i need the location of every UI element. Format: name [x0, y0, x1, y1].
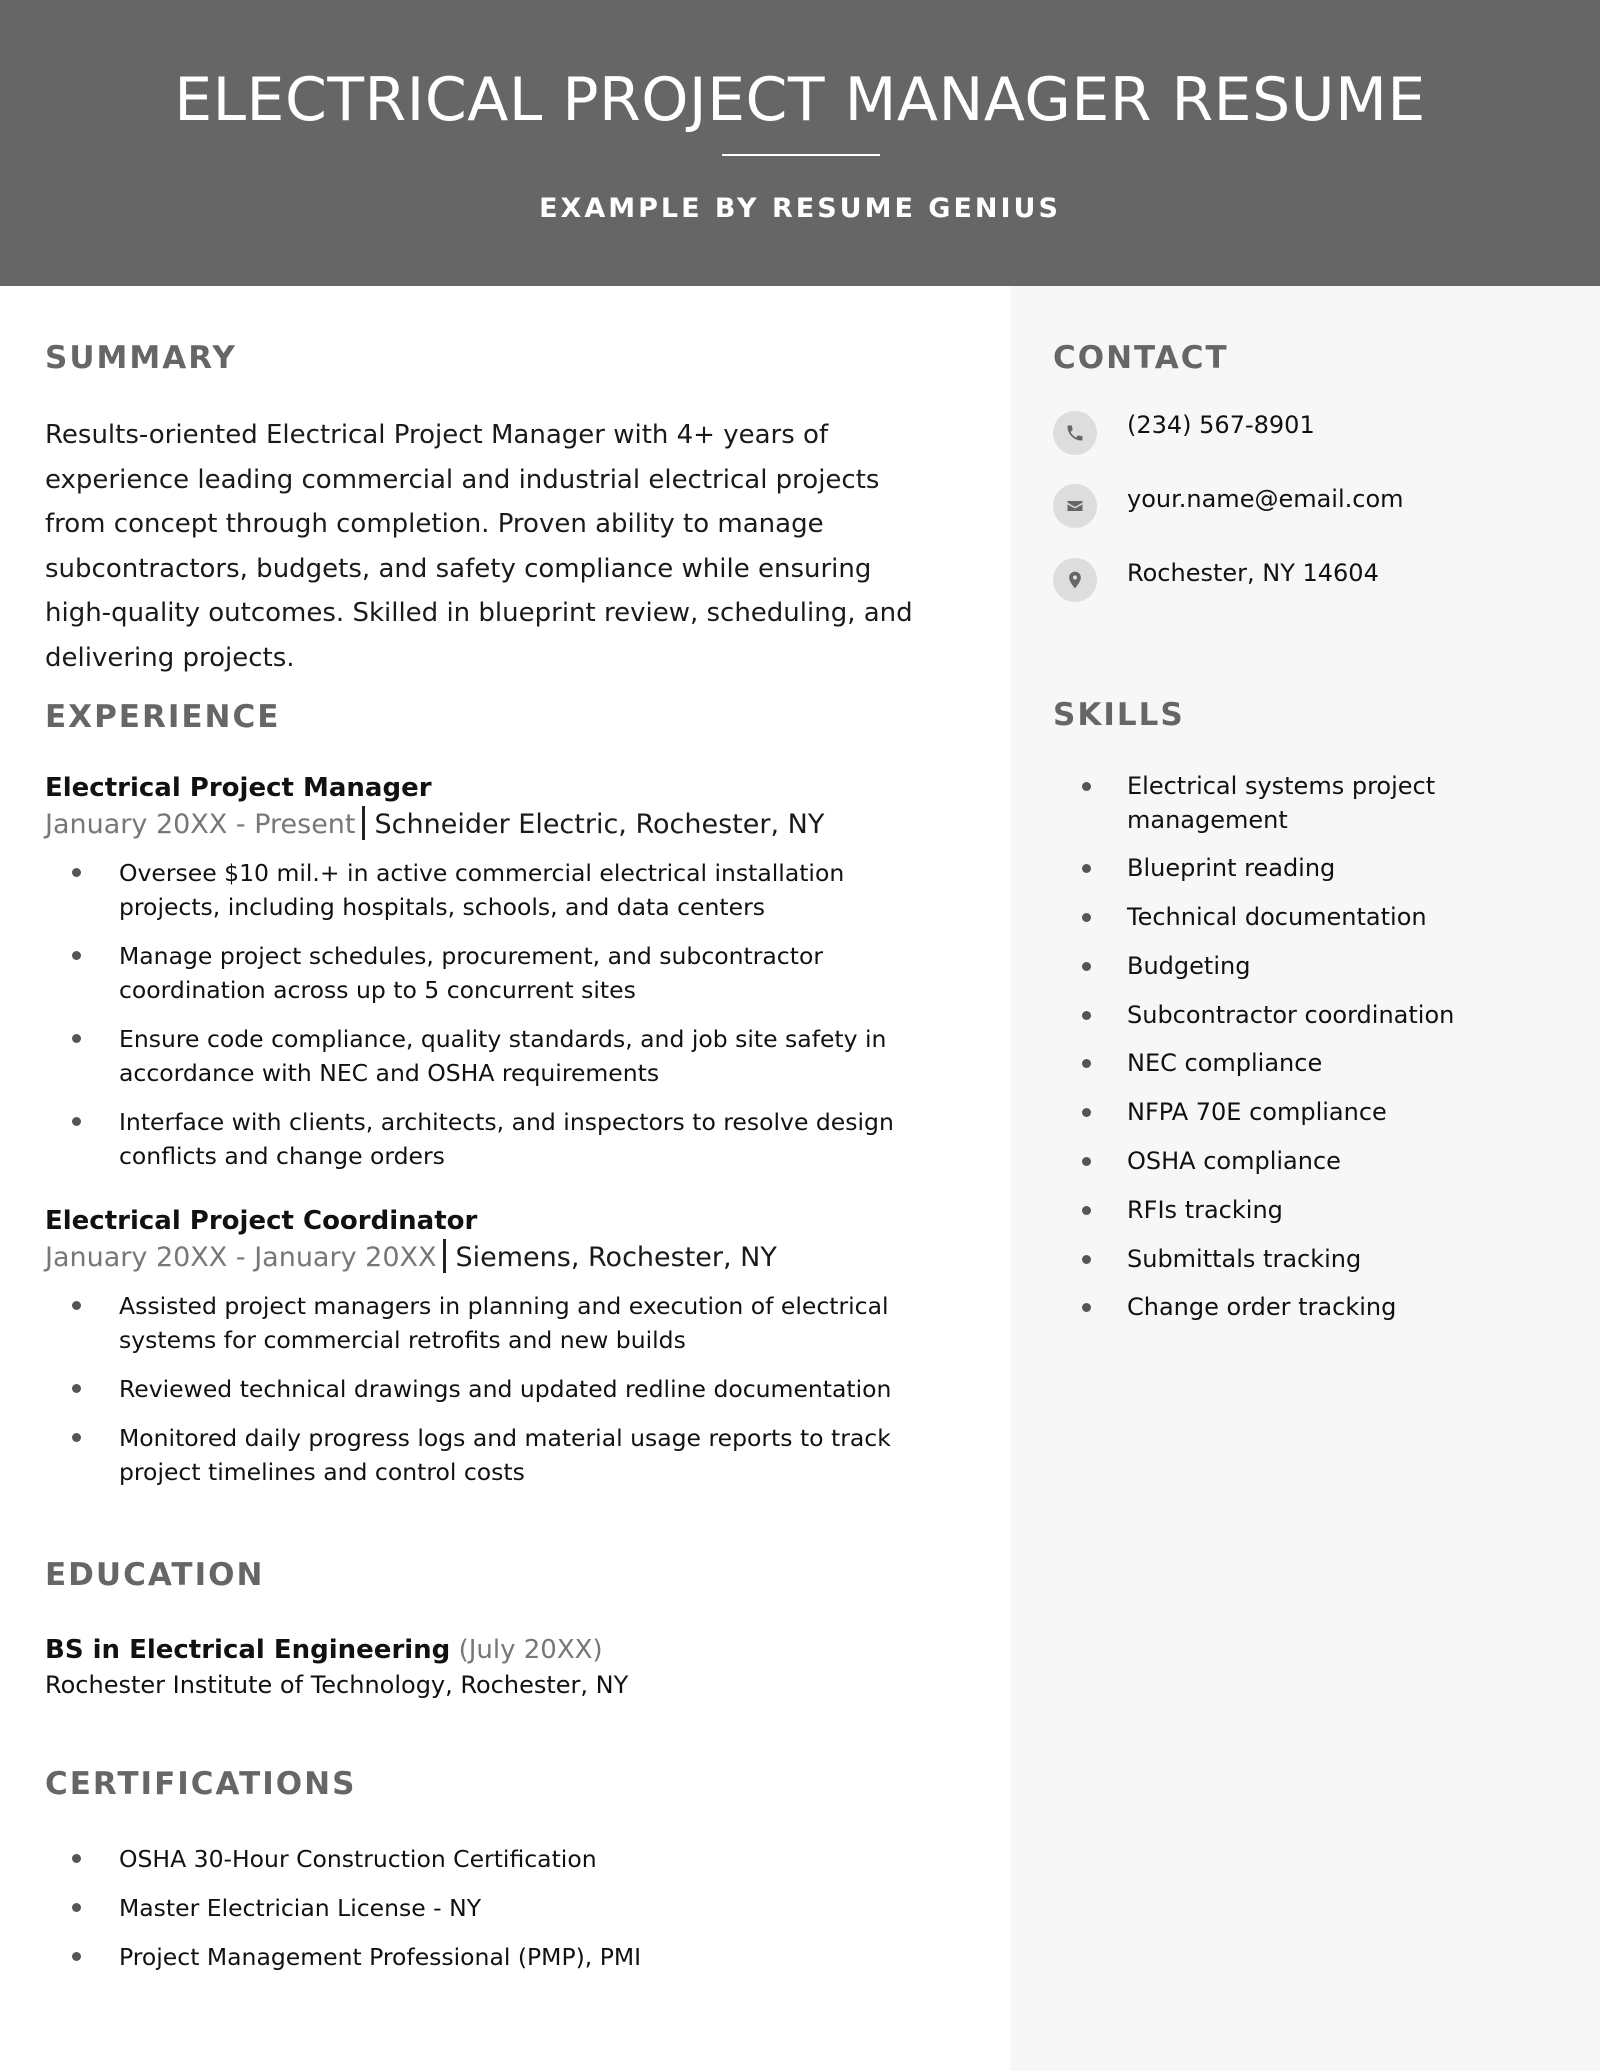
education-entry [45, 1632, 945, 1702]
bullet-dot [72, 1952, 81, 1961]
resume-header [0, 0, 1600, 286]
bullet-dot [72, 1034, 81, 1043]
email-text: your.name@email.com [1127, 485, 1404, 513]
phone-text: (234) 567-8901 [1127, 411, 1315, 439]
resume-subtitle: EXAMPLE BY RESUME GENIUS [539, 193, 1061, 224]
degree-date: (July 20XX) [458, 1635, 603, 1665]
job-dates: January 20XX - January 20XX [45, 1242, 437, 1273]
skills-heading: SKILLS [1053, 697, 1185, 733]
list-item: Submittals tracking [1053, 1243, 1573, 1277]
list-item: NEC compliance [1053, 1047, 1573, 1081]
bullet-dot [1082, 1206, 1091, 1215]
bullet-dot [1082, 1303, 1091, 1312]
bullet-dot [72, 1384, 81, 1393]
title-divider [722, 154, 880, 156]
job-entry [45, 1203, 945, 1489]
job-company: Siemens, Rochester, NY [455, 1242, 777, 1273]
job-meta [45, 1239, 945, 1277]
certifications-heading: CERTIFICATIONS [45, 1766, 357, 1802]
list-item: Budgeting [1053, 950, 1573, 984]
phone-icon [1053, 411, 1097, 455]
list-item: Interface with clients, architects, and inspectors to resolve design conflicts and change orders [45, 1105, 945, 1173]
list-item: Master Electrician License - NY [45, 1891, 945, 1925]
contact-heading: CONTACT [1053, 340, 1229, 376]
summary-text: Results-oriented Electrical Project Manager with 4+ years of experience leading commercial and industrial electrical projects from concept through completion. Proven ability to manage subcontractors, budgets, and safety compliance while ensuring high-quality outcomes. Skilled in blueprint review, scheduling, and delivering projects. [45, 420, 913, 673]
school-name: Rochester Institute of Technology, Rochester, NY [45, 1671, 629, 1699]
bullet-dot [1082, 913, 1091, 922]
list-item: Assisted project managers in planning and execution of electrical systems for commercial retrofits and new builds [45, 1289, 945, 1357]
list-item: OSHA 30-Hour Construction Certification [45, 1842, 945, 1876]
education-heading: EDUCATION [45, 1557, 265, 1593]
list-item: Ensure code compliance, quality standards, and job site safety in accordance with NEC and OSHA requirements [45, 1022, 945, 1090]
job-company: Schneider Electric, Rochester, NY [374, 809, 825, 840]
bullet-dot [1082, 864, 1091, 873]
bullet-dot [1082, 1255, 1091, 1264]
job-title: Electrical Project Coordinator [45, 1206, 478, 1236]
contact-location [1053, 558, 1573, 602]
resume-title: ELECTRICAL PROJECT MANAGER RESUME [174, 65, 1426, 135]
list-item: OSHA compliance [1053, 1145, 1573, 1179]
location-text: Rochester, NY 14604 [1127, 559, 1379, 587]
job-title: Electrical Project Manager [45, 773, 432, 803]
job-dates: January 20XX - Present [45, 809, 356, 840]
location-pin-icon [1053, 558, 1097, 602]
experience-heading: EXPERIENCE [45, 699, 281, 735]
job-entry [45, 770, 945, 1173]
meta-separator [362, 806, 365, 840]
bullet-dot [1082, 1011, 1091, 1020]
list-item: Blueprint reading [1053, 852, 1573, 886]
bullet-dot [72, 868, 81, 877]
bullet-dot [1082, 1108, 1091, 1117]
bullet-dot [72, 1854, 81, 1863]
job-bullets [45, 856, 945, 1173]
skills-list [1053, 770, 1573, 1340]
list-item: NFPA 70E compliance [1053, 1096, 1573, 1130]
list-item: Monitored daily progress logs and material usage reports to track project timelines and control costs [45, 1421, 945, 1489]
bullet-dot [72, 1301, 81, 1310]
job-meta [45, 806, 945, 844]
list-item: Subcontractor coordination [1053, 999, 1573, 1033]
bullet-dot [72, 1117, 81, 1126]
bullet-dot [72, 1903, 81, 1912]
list-item: Reviewed technical drawings and updated redline documentation [45, 1372, 945, 1406]
bullet-dot [1082, 962, 1091, 971]
list-item: Electrical systems project management [1053, 770, 1573, 837]
mail-icon [1053, 484, 1097, 528]
bullet-dot [1082, 1059, 1091, 1068]
list-item: Manage project schedules, procurement, and subcontractor coordination across up to 5 concurrent sites [45, 939, 945, 1007]
certifications-list [45, 1842, 945, 1989]
list-item: Project Management Professional (PMP), PMI [45, 1940, 945, 1974]
list-item: Technical documentation [1053, 901, 1573, 935]
degree-line [45, 1632, 945, 1668]
degree-name: BS in Electrical Engineering [45, 1635, 451, 1665]
bullet-dot [1082, 1157, 1091, 1166]
contact-email [1053, 484, 1573, 528]
summary-heading: SUMMARY [45, 340, 237, 376]
meta-separator [443, 1239, 446, 1273]
list-item: Change order tracking [1053, 1291, 1573, 1325]
list-item: RFIs tracking [1053, 1194, 1573, 1228]
list-item: Oversee $10 mil.+ in active commercial electrical installation projects, including hospitals, schools, and data centers [45, 856, 945, 924]
bullet-dot [72, 951, 81, 960]
job-bullets [45, 1289, 945, 1489]
contact-phone [1053, 411, 1573, 455]
bullet-dot [72, 1433, 81, 1442]
bullet-dot [1082, 782, 1091, 791]
